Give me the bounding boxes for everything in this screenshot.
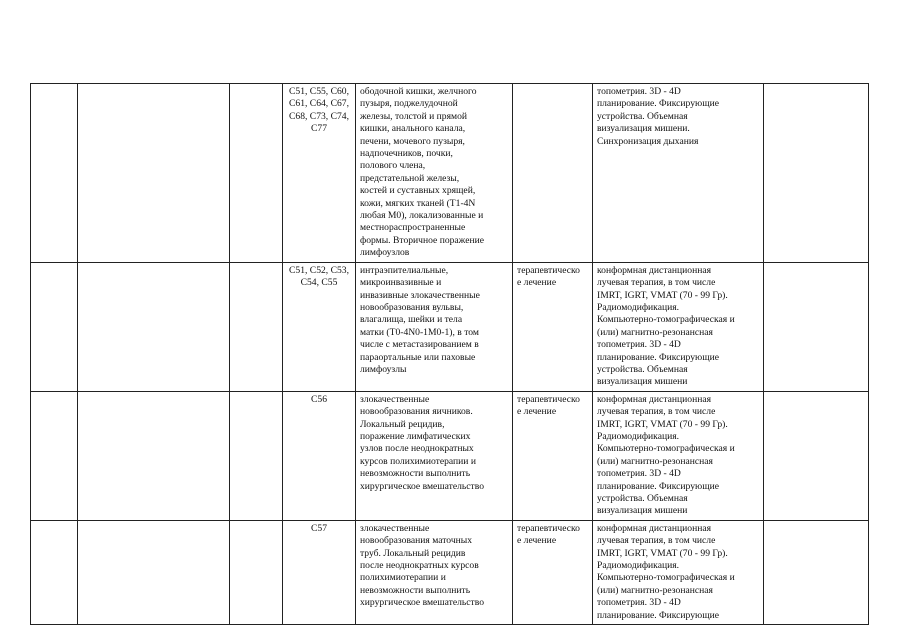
treatment-method-cell: конформная дистанционная лучевая терапия, в том числе IMRT, IGRT, VMAT (70 - 99 Гр). Радиомодификация. Компьютерно-томографическая и (или) магнитно-резонансная топометрия. 3D - 4D планирование. Фиксирующие <box>593 520 764 624</box>
number-cell <box>31 391 78 520</box>
treatment-table <box>30 83 869 625</box>
treatment-type-cell <box>513 84 593 263</box>
aux-cell <box>230 391 283 520</box>
table-row <box>31 262 869 391</box>
treatment-type-cell: терапевтическо е лечение <box>513 391 593 520</box>
aux-cell <box>230 520 283 624</box>
norm-cell <box>764 520 869 624</box>
diagnosis-code-cell: C57 <box>283 520 356 624</box>
diagnosis-code-cell: C51, C52, C53, C54, C55 <box>283 262 356 391</box>
treatment-method-cell: конформная дистанционная лучевая терапия, в том числе IMRT, IGRT, VMAT (70 - 99 Гр). Радиомодификация. Компьютерно-томографическая и (или) магнитно-резонансная топометрия. 3D - 4D планирование. Фиксирующие устройства. Объемная визуализация мишени <box>593 391 764 520</box>
treatment-type-cell: терапевтическо е лечение <box>513 520 593 624</box>
norm-cell <box>764 84 869 263</box>
aux-cell <box>230 84 283 263</box>
table-row <box>31 84 869 263</box>
diagnosis-code-cell: C56 <box>283 391 356 520</box>
table-row <box>31 391 869 520</box>
patient-model-cell: злокачественные новообразования яичников. Локальный рецидив, поражение лимфатических узлов после неоднократных курсов полихимиотерапии и невозможности выполнить хирургическое вмешательство <box>356 391 513 520</box>
treatment-method-cell: конформная дистанционная лучевая терапия, в том числе IMRT, IGRT, VMAT (70 - 99 Гр). Радиомодификация. Компьютерно-томографическая и (или) магнитно-резонансная топометрия. 3D - 4D планирование. Фиксирующие устройства. Объемная визуализация мишени <box>593 262 764 391</box>
norm-cell <box>764 391 869 520</box>
profile-cell <box>78 391 230 520</box>
number-cell <box>31 84 78 263</box>
number-cell <box>31 262 78 391</box>
treatment-type-cell: терапевтическо е лечение <box>513 262 593 391</box>
number-cell <box>31 520 78 624</box>
profile-cell <box>78 262 230 391</box>
patient-model-cell: ободочной кишки, желчного пузыря, поджелудочной железы, толстой и прямой кишки, анального канала, печени, мочевого пузыря, надпочечников, почки, полового члена, предстательной железы, костей и суставных хрящей, кожи, мягких тканей (T1-4N любая M0), локализованные и местнораспространенные формы. Вторичное поражение лимфоузлов <box>356 84 513 263</box>
profile-cell <box>78 84 230 263</box>
patient-model-cell: злокачественные новообразования маточных труб. Локальный рецидив после неоднократных курсов полихимиотерапии и невозможности выполнить хирургическое вмешательство <box>356 520 513 624</box>
patient-model-cell: интраэпителиальные, микроинвазивные и инвазивные злокачественные новообразования вульвы, влагалища, шейки и тела матки (T0-4N0-1M0-1), в том числе с метастазированием в параортальные или паховые лимфоузлы <box>356 262 513 391</box>
diagnosis-code-cell: C51, C55, C60, C61, C64, C67, C68, C73, C74, C77 <box>283 84 356 263</box>
profile-cell <box>78 520 230 624</box>
table-row <box>31 520 869 624</box>
treatment-method-cell: топометрия. 3D - 4D планирование. Фиксирующие устройства. Объемная визуализация мишени. Синхронизация дыхания <box>593 84 764 263</box>
aux-cell <box>230 262 283 391</box>
norm-cell <box>764 262 869 391</box>
